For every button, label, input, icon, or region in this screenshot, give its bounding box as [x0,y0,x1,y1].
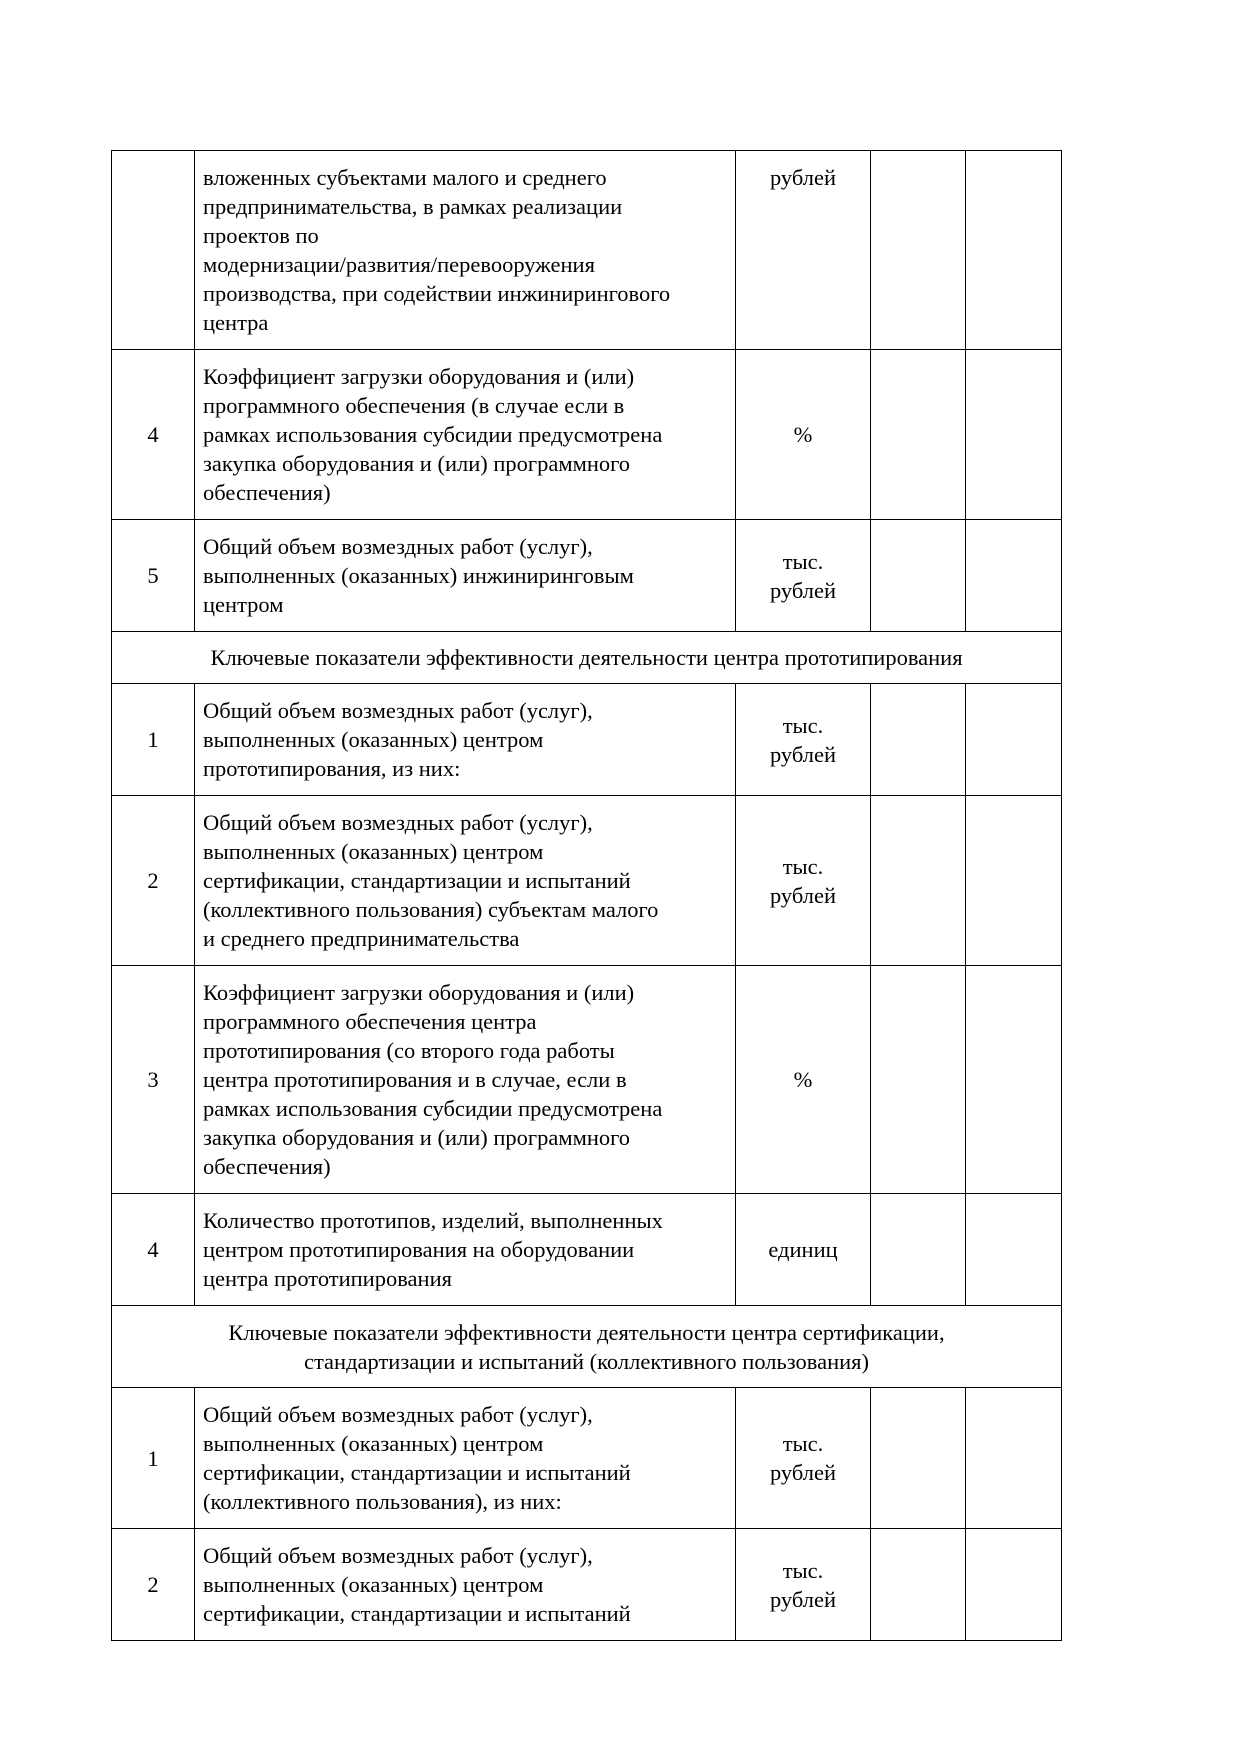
indicator-name-line: Общий объем возмездных работ (услуг), [203,1402,593,1427]
indicator-name [195,966,736,1194]
indicator-unit-line: тыс. [782,1557,824,1583]
value-cell-2 [966,796,1062,966]
indicator-number [112,151,195,350]
indicator-name-line: (коллективного пользования), из них: [203,1489,562,1514]
value-cell-1 [871,1529,966,1641]
value-cell-2 [966,684,1062,796]
indicator-unit-line: % [793,1067,813,1092]
indicator-name-line: обеспечения) [203,480,331,505]
indicator-name [195,796,736,966]
indicator-name-line: модернизации/развития/перевооружения [203,252,595,277]
indicator-unit-line: рублей [769,1460,837,1485]
indicator-name [195,520,736,632]
indicator-name [195,1529,736,1641]
indicator-unit-line: тыс. [782,548,824,574]
value-cell-2 [966,1194,1062,1306]
indicator-unit-line: единиц [768,1237,838,1262]
indicator-unit-line: % [793,422,813,447]
indicator-unit-line: рублей [769,1586,837,1612]
indicator-unit-line: рублей [769,165,837,190]
indicator-row [112,1194,1062,1306]
indicator-number: 3 [112,966,195,1194]
indicator-name-line: сертификации, стандартизации и испытаний [203,1601,631,1626]
indicator-name-line: программного обеспечения (в случае если в [203,393,625,418]
value-cell-1 [871,350,966,520]
indicator-name-line: вложенных субъектами малого и среднего [203,165,607,190]
indicator-row [112,1388,1062,1529]
indicator-row [112,1529,1062,1641]
section-header-row [112,632,1062,684]
indicator-unit [736,350,871,520]
indicator-name-line: предпринимательства, в рамках реализации [203,194,623,219]
indicator-row [112,350,1062,520]
indicator-row [112,796,1062,966]
indicator-name-line: рамках использования субсидии предусмотрена [203,422,663,447]
indicator-name-line: Общий объем возмездных работ (услуг), [203,1543,593,1568]
value-cell-2 [966,966,1062,1194]
indicator-name-line: Общий объем возмездных работ (услуг), [203,810,593,835]
indicator-name-line: прототипирования, из них: [203,756,461,781]
indicator-name-line: центра прототипирования [203,1266,452,1291]
value-cell-2 [966,1388,1062,1529]
indicator-unit-line: тыс. [782,712,824,738]
indicator-number: 5 [112,520,195,632]
indicator-unit-line: рублей [769,741,837,767]
indicator-name-line: Общий объем возмездных работ (услуг), [203,534,593,559]
indicator-row [112,966,1062,1194]
indicator-name-line: рамках использования субсидии предусмотрена [203,1096,663,1121]
indicator-name-line: (коллективного пользования) субъектам малого [203,897,659,922]
indicator-name-line: производства, при содействии инжинирингового [203,281,671,306]
indicator-unit [736,1529,871,1641]
indicator-name-line: выполненных (оказанных) центром [203,1572,544,1597]
indicator-unit [736,966,871,1194]
indicator-name [195,1194,736,1306]
value-cell-1 [871,684,966,796]
indicator-number: 1 [112,684,195,796]
value-cell-1 [871,1194,966,1306]
value-cell-1 [871,966,966,1194]
indicator-number: 4 [112,350,195,520]
indicator-name-line: программного обеспечения центра [203,1009,537,1034]
indicator-unit [736,520,871,632]
indicator-name-line: проектов по [203,223,319,248]
indicator-name-line: закупка оборудования и (или) программного [203,451,631,476]
indicator-name [195,350,736,520]
value-cell-2 [966,350,1062,520]
indicator-name-line: и среднего предпринимательства [203,926,520,951]
value-cell-1 [871,520,966,632]
indicator-name-line: центром прототипирования на оборудовании [203,1237,635,1262]
indicator-unit-line: тыс. [782,853,824,879]
indicators-table [111,150,1062,1641]
section-header-row [112,1306,1062,1388]
value-cell-1 [871,1388,966,1529]
indicator-unit [736,796,871,966]
indicator-number: 4 [112,1194,195,1306]
indicator-name-line: сертификации, стандартизации и испытаний [203,1460,631,1485]
indicator-name-line: Количество прототипов, изделий, выполненных [203,1208,663,1233]
indicator-name-line: обеспечения) [203,1154,331,1179]
indicator-row [112,151,1062,350]
indicator-unit [736,151,871,350]
section-title-line: Ключевые показатели эффективности деятельности центра сертификации, [228,1319,945,1345]
indicator-name-line: Коэффициент загрузки оборудования и (или) [203,980,635,1005]
indicator-unit-line: тыс. [782,1431,824,1456]
indicator-number: 2 [112,796,195,966]
indicator-name-line: центра прототипирования и в случае, если в [203,1067,627,1092]
indicator-unit-line: рублей [769,577,837,603]
indicator-name-line: сертификации, стандартизации и испытаний [203,868,631,893]
indicator-name-line: Общий объем возмездных работ (услуг), [203,698,593,723]
indicator-unit [736,1388,871,1529]
value-cell-2 [966,1529,1062,1641]
indicator-name-line: центром [203,592,284,617]
indicators-table-body [112,151,1062,1641]
indicator-name-line: выполненных (оказанных) центром [203,727,544,752]
section-title-line: Ключевые показатели эффективности деятельности центра прототипирования [210,645,963,670]
indicator-row [112,520,1062,632]
indicator-number: 1 [112,1388,195,1529]
indicator-number: 2 [112,1529,195,1641]
value-cell-2 [966,151,1062,350]
indicator-name [195,151,736,350]
indicator-name [195,684,736,796]
indicator-name-line: Коэффициент загрузки оборудования и (или) [203,364,635,389]
value-cell-1 [871,796,966,966]
indicator-name-line: выполненных (оказанных) центром [203,1431,544,1456]
indicator-unit [736,684,871,796]
indicator-unit [736,1194,871,1306]
indicator-row [112,684,1062,796]
indicator-unit-line: рублей [769,882,837,908]
indicator-name-line: закупка оборудования и (или) программного [203,1125,631,1150]
section-title [112,632,1062,684]
indicator-name-line: центра [203,310,269,335]
value-cell-2 [966,520,1062,632]
section-title [112,1306,1062,1388]
value-cell-1 [871,151,966,350]
indicator-name-line: выполненных (оказанных) инжиниринговым [203,563,634,588]
section-title-line: стандартизации и испытаний (коллективного пользования) [303,1348,870,1374]
indicator-name-line: выполненных (оказанных) центром [203,839,544,864]
indicator-name [195,1388,736,1529]
indicator-name-line: прототипирования (со второго года работы [203,1038,615,1063]
